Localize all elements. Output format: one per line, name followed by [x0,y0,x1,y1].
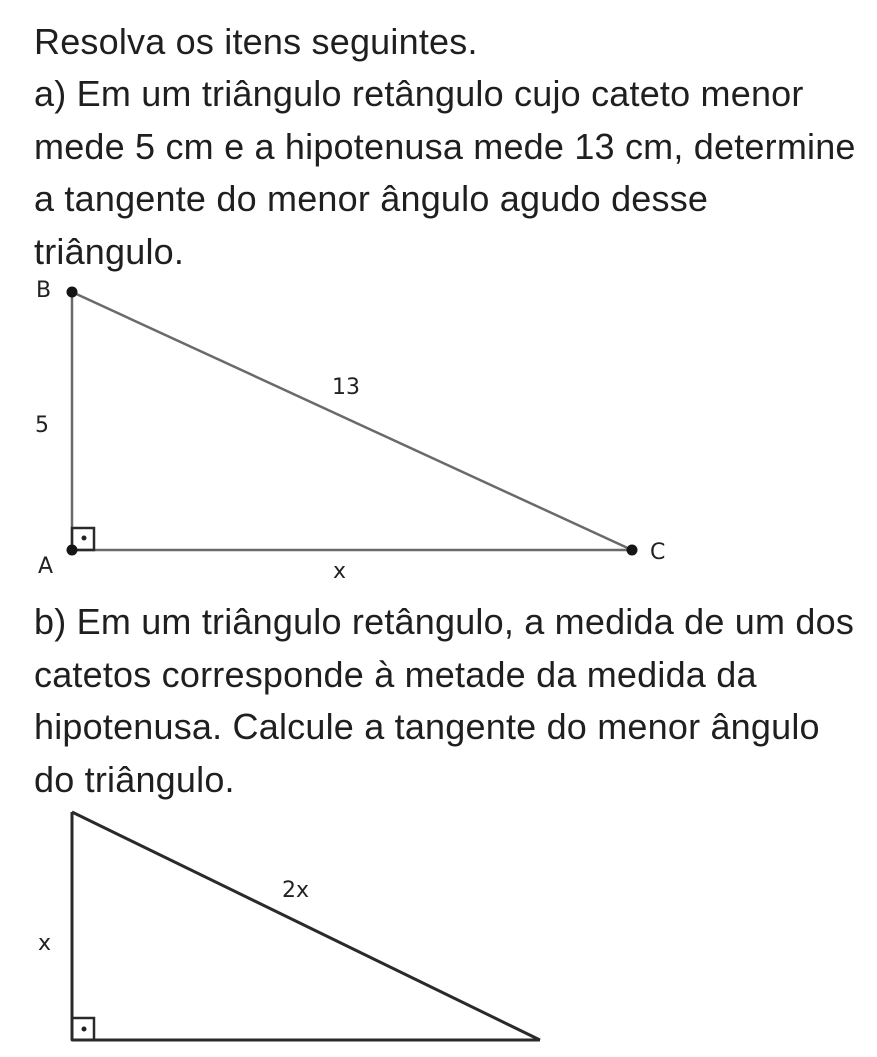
side-hypotenuse-line [72,812,540,1040]
item-a-text: a) Em um triângulo retângulo cujo cateto menor mede 5 cm e a hipotenusa mede 13 cm, determine a tangente do menor ângulo agudo desse triângulo. [34,73,856,272]
side-ab-label: 5 [35,413,49,438]
vertex-b-label: B [36,278,52,303]
side-bc-label: 13 [332,375,360,400]
vertex-c-label: C [650,540,666,565]
intro-text [34,16,864,69]
item-b-statement [34,596,864,806]
right-angle-dot [82,536,87,541]
item-a-statement [34,68,864,278]
vertex-c-dot [627,545,638,556]
triangle-figure-b [0,800,877,1057]
right-angle-dot-b [82,1027,87,1032]
side-hypotenuse-label: 2x [282,878,310,903]
intro-sentence: Resolva os itens seguintes. [34,21,478,62]
side-ac-label: x [333,559,347,584]
vertex-b-dot [67,287,78,298]
vertex-a-label: A [38,554,54,579]
triangle-figure-a [0,270,877,590]
side-vertical-label: x [38,931,52,956]
vertex-a-dot [67,545,78,556]
side-bc-line [72,292,632,550]
item-b-text: b) Em um triângulo retângulo, a medida de um dos catetos corresponde à metade da medida da hipotenusa. Calcule a tangente do menor ângulo do triângulo. [34,601,855,800]
